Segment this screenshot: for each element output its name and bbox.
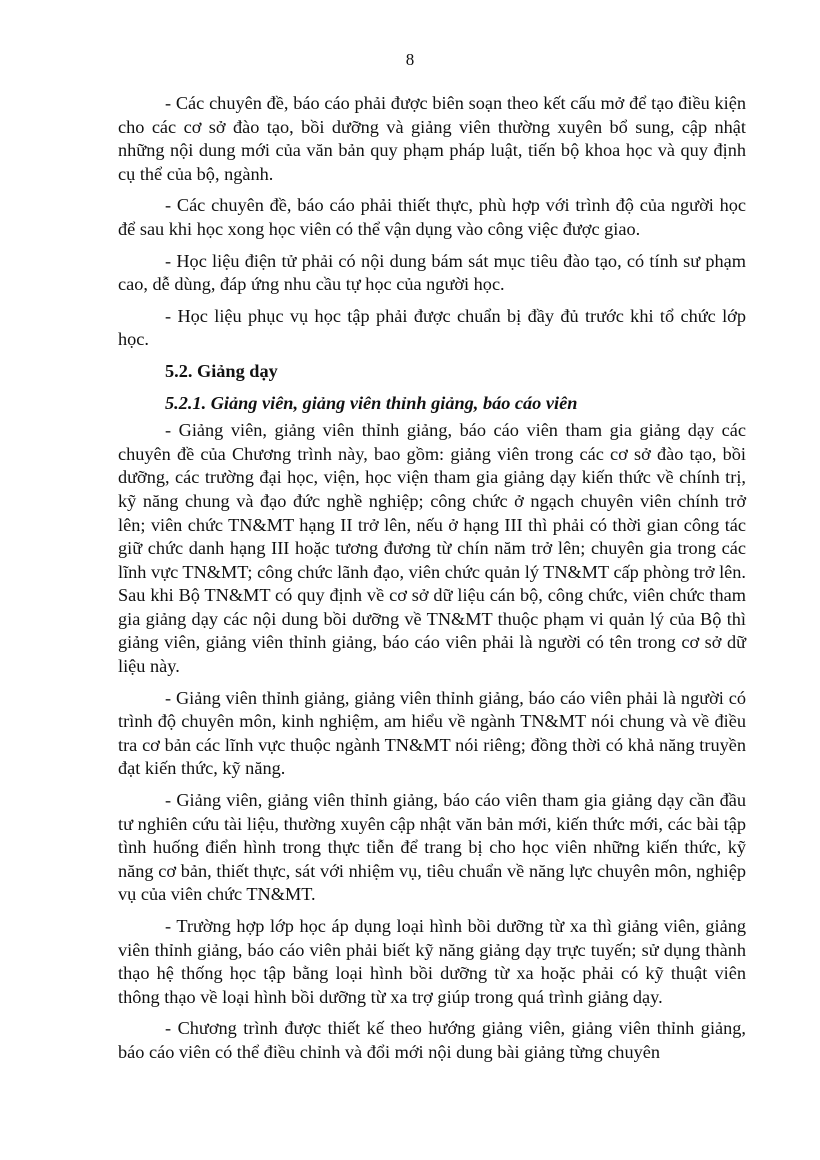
paragraph: - Học liệu điện tử phải có nội dung bám sát mục tiêu đào tạo, có tính sư phạm cao, dễ dùng, đáp ứng nhu cầu tự học của người học. — [118, 250, 746, 295]
section-heading: 5.2. Giảng dạy — [165, 360, 278, 381]
paragraph: - Trường hợp lớp học áp dụng loại hình bồi dưỡng từ xa thì giảng viên, giảng viên thỉnh giảng, báo cáo viên phải biết kỹ năng giảng dạy trực tuyến; sử dụng thành thạo hệ thống học tập bằng loại hình bồi dưỡng từ xa hoặc phải có kỹ thuật viên thông thạo về loại hình bồi dưỡng từ xa trợ giúp trong quá trình giảng dạy. — [118, 916, 746, 1007]
paragraph: - Các chuyên đề, báo cáo phải thiết thực, phù hợp với trình độ của người học để sau khi học xong học viên có thể vận dụng vào công việc được giao. — [118, 195, 746, 239]
page-number: 8 — [405, 50, 415, 69]
subsection-heading: 5.2.1. Giảng viên, giảng viên thỉnh giảng, báo cáo viên — [165, 392, 578, 413]
paragraph: - Giảng viên, giảng viên thỉnh giảng, báo cáo viên tham gia giảng dạy các chuyên đề của Chương trình này, bao gồm: giảng viên trong các cơ sở đào tạo, bồi dưỡng, các trường đại học, viện, học viện tham gia giảng dạy kiến thức về chính trị, kỹ năng chung và đạo đức nghề nghiệp; công chức ở ngạch chuyên viên chính trở lên; viên chức TN&MT hạng II trở lên, nếu ở hạng III thì phải có thời gian công tác giữ chức danh hạng III hoặc tương đương từ chín năm trở lên; chuyên gia trong các lĩnh vực TN&MT; công chức lãnh đạo, viên chức quản lý TN&MT cấp phòng trở lên. Sau khi Bộ TN&MT có quy định về cơ sở dữ liệu cán bộ, công chức, viên chức tham gia giảng dạy các nội dung bồi dưỡng về TN&MT thuộc phạm vi quản lý của Bộ thì giảng viên, giảng viên thỉnh giảng, báo cáo viên phải là người có tên trong cơ sở dữ liệu này. — [118, 420, 746, 677]
paragraph: - Học liệu phục vụ học tập phải được chuẩn bị đầy đủ trước khi tổ chức lớp học. — [118, 305, 746, 350]
paragraph: - Các chuyên đề, báo cáo phải được biên soạn theo kết cấu mở để tạo điều kiện cho các cơ sở đào tạo, bồi dưỡng và giảng viên thường xuyên bổ sung, cập nhật những nội dung mới của văn bản quy phạm pháp luật, tiến bộ khoa học và quy định cụ thể của bộ, ngành. — [118, 93, 746, 184]
document-body — [118, 92, 746, 1073]
paragraph: - Chương trình được thiết kế theo hướng giảng viên, giảng viên thỉnh giảng, báo cáo viên có thể điều chỉnh và đổi mới nội dung bài giảng từng chuyên — [118, 1018, 746, 1062]
paragraph: - Giảng viên thỉnh giảng, giảng viên thỉnh giảng, báo cáo viên phải là người có trình độ chuyên môn, kinh nghiệm, am hiểu về ngành TN&MT nói chung và về điều tra cơ bản các lĩnh vực thuộc ngành TN&MT nói riêng; đồng thời có khả năng truyền đạt kiến thức, kỹ năng. — [118, 687, 746, 779]
paragraph: - Giảng viên, giảng viên thỉnh giảng, báo cáo viên tham gia giảng dạy cần đầu tư nghiên cứu tài liệu, thường xuyên cập nhật văn bản mới, kiến thức mới, các bài tập tình huống điển hình trong thực tiễn để trang bị cho học viên những kiến thức, kỹ năng cơ bản, thiết thực, sát với nhiệm vụ, tiêu chuẩn về năng lực chuyên môn, nghiệp vụ của viên chức TN&MT. — [118, 790, 746, 905]
